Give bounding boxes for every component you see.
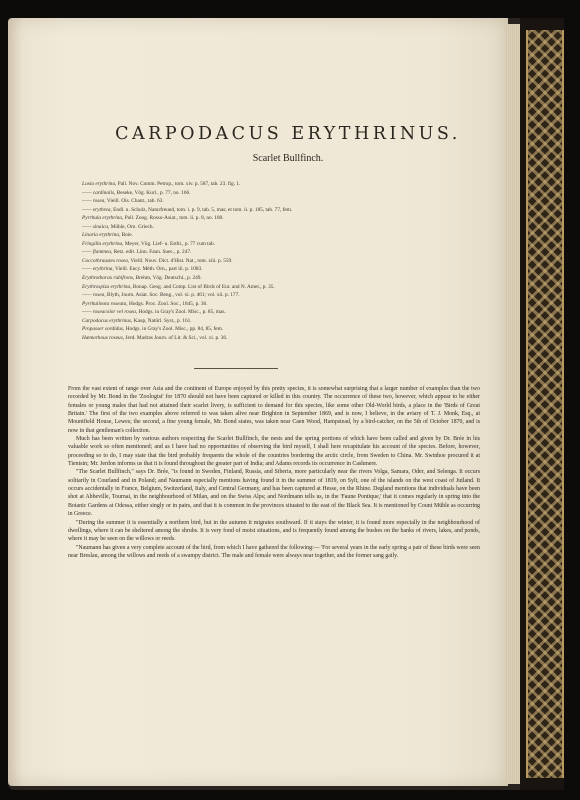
- synonym-reference: , Brehm, Vög. Deutschl., p. 249.: [132, 275, 202, 282]
- synonym-name: Loxia erythrina: [82, 181, 116, 187]
- synonym-name: Erythrospiza erythrina: [82, 283, 131, 290]
- synonym-reference: , Retz. edit. Linn. Faun. Suec., p. 247.: [111, 249, 192, 256]
- synonym-entry: [82, 265, 482, 274]
- synonym-entry: [82, 189, 482, 198]
- synonym-name: Carpodacus erythrinus: [82, 317, 131, 324]
- synonym-name: —— cardinalis: [82, 189, 115, 196]
- synonym-reference: , Pall. Zoog. Rosso-Asiat., tom. ii. p. 8, no. 180.: [122, 215, 224, 222]
- synonym-name: —— roseacolor vel rosea: [82, 309, 136, 316]
- synonym-reference: , Bonap. Geog. and Comp. List of Birds of Eur. and N. Amer., p. 35.: [130, 283, 275, 290]
- synonym-name: Coccothraustes rosea: [82, 257, 128, 264]
- synonym-name: Propasser sordidus: [82, 326, 123, 333]
- synonym-entry: [82, 300, 482, 309]
- synonym-reference: , Pall. Nov. Comm. Petrop., tom. xiv. p. 587, tab. 23. fig. 1.: [115, 181, 241, 187]
- body-paragraph: "Naumann has given a very complete account of the bird, from which I have gathered the following:— 'For several years in the early spring a pair of these birds were seen near Breslau, among the willows and reeds of a swampy district. The male and female were always near together, and the former sang gaily.: [68, 544, 480, 559]
- synonym-name: —— rosea: [82, 292, 105, 299]
- synonym-entry: [82, 197, 482, 206]
- synonym-reference: , Kaup, Natürl. Syst., p. 161.: [131, 317, 192, 324]
- book: [8, 18, 564, 790]
- body-text: [68, 385, 480, 560]
- synonym-reference: , Vieill. Ency. Méth. Orn., part iii. p. 1083.: [112, 266, 203, 273]
- book-spine: [520, 18, 564, 790]
- synonym-name: Hæmorhous roseus: [82, 334, 123, 341]
- synonym-reference: , Endl. u. Scholz, Naturfreund, tom. i. p. 9, tab. 5, mas; et tom. ii. p. 185, tab. 77, fem.: [110, 206, 293, 213]
- body-paragraph: Much has been written by various authors respecting the Scarlet Bullfinch, the nests and the spring portions of which have been called and given by Dr. Brée in his valuable work so often mentioned; and as I have had no opportunities of observing the bird myself, I shall here recapitulate his account of the species. Before, however, proceeding so to do, I may state that the bird probably frequents the whole of the countries bordering the arctic circle, from Sweden to China. Mr. Swinhoe procured it at Tientsin; Mr. Jerdon informs us that it is found throughout the greater part of India; and Adams records its occurrence in Cashmere.: [68, 436, 480, 468]
- synonym-name: Pyrrhula erythrina: [82, 215, 123, 222]
- page-edges: [506, 24, 520, 784]
- synonym-reference: , Meyer, Vög. Lief- u. Esthl., p. 77 cum tab.: [122, 240, 215, 247]
- synonym-reference: , Beseke, Vög. Kurl., p. 77, no. 166.: [114, 189, 191, 196]
- synonym-entry: [82, 223, 482, 232]
- synonym-name: —— erythrea: [82, 206, 111, 213]
- synonym-name: Erythrothorax rubifrons: [82, 275, 133, 282]
- synonymy-list: [82, 180, 482, 342]
- body-paragraph: "The Scarlet Bullfinch," says Dr. Brée, "is found in Sweden, Finland, Russia, and Siberia, more particularly near the rivers Volga, Samara, Oder, and Selenga. It occurs solitarily in Courland and in Poland; and Naumann especially mentions having found it in the summer of 1819, on Sylt, one of the islands on the west coast of Jutland. It occurs accidentally in France, Belgium, Switzerland, Italy, and Central Germany, and has been captured at Hesse, on the Rhine. Degland mentions that individuals have been shot at Abbeville, Tournai, in the neighbourhood of Milan, and on the Swiss Alps; and Nordmann tells us, in the 'Faune Pontique,' that it comes regularly in spring into the Botanic Gardens at Odessa, either singly or in pairs, and that it is common in the provinces situated to the east of the Black Sea. It is mentioned by Count Mühle as occurring in Greece.: [68, 469, 480, 518]
- synonym-entry: [82, 334, 482, 343]
- synonym-name: —— rosea: [82, 198, 105, 205]
- synonym-entry: [82, 180, 482, 189]
- synonym-entry: [82, 283, 482, 292]
- synonym-entry: [82, 214, 482, 223]
- synonym-entry: [82, 274, 482, 283]
- synonym-entry: [82, 231, 482, 240]
- synonym-reference: , Vieill. Nouv. Dict. d'Hist. Nat., tom. xiii. p. 559.: [127, 257, 233, 264]
- synonym-entry: [82, 317, 482, 326]
- body-paragraph: From the vast extent of range over Asia and the continent of Europe enjoyed by this pretty species, it is somewhat surprising that a larger number of examples than the two recorded by Mr. Bond in the 'Zoologist' for 1870 should not have been captured or killed in this country. The occurrence of these two, however, which appear to be either females or young males that had not attained their scarlet livery, is sufficient to demand for this species, like some other Old-World birds, a place in the 'Birds of Great Britain.' The first of the two examples above referred to was taken alive near Brighton in September 1869, and is now, I believe, in the aviary of T. J. Monk, Esq., at Mountfield House, Lewes; the second, a fine young female, Mr. Bond states, was taken near Caen Wood, Hampstead, by a bird-catcher, on the 5th of October 1870, and is now in that gentleman's collection.: [68, 386, 480, 434]
- synonym-reference: , Hodgs. Proc. Zool. Soc., 1845, p. 36.: [126, 300, 208, 307]
- synonym-reference: , Mühle, Orn. Griech.: [108, 223, 154, 230]
- synonym-reference: , Blyth, Journ. Asiat. Soc. Beng., vol. xi. p. 461; vol. xii. p. 177.: [104, 292, 240, 299]
- synonym-entry: [82, 325, 482, 334]
- synonym-entry: [82, 308, 482, 317]
- synonym-name: Fringilla erythrina: [82, 240, 123, 247]
- synonym-entry: [82, 240, 482, 249]
- synonym-reference: , Vieill. Ois. Chant., tab. 63.: [104, 198, 164, 205]
- synonym-reference: , Boie.: [118, 232, 133, 239]
- synonym-name: —— flammea: [82, 249, 111, 256]
- synonym-entry: [82, 291, 482, 300]
- spine-ornament: [526, 30, 564, 778]
- synonym-reference: , Jerd. Madras Journ. of Lit. & Sci., vol. xi. p. 36.: [122, 334, 228, 341]
- page-subtitle: Scarlet Bullfinch.: [252, 153, 324, 164]
- synonym-name: Pyrrhulinota roseata: [82, 300, 127, 307]
- synonym-entry: [82, 206, 482, 215]
- synonym-name: —— erythrina: [82, 266, 113, 273]
- section-divider: [194, 368, 278, 369]
- synonym-entry: [82, 257, 482, 266]
- page-title: CARPODACUS ERYTHRINUS.: [115, 124, 461, 144]
- synonym-reference: , Hodgs. in Gray's Zool. Misc., p. 85, mas.: [135, 309, 226, 316]
- body-paragraph: "During the summer it is essentially a northern bird, but in the autumn it migrates southward. If it stays the winter, it is found more especially in the neighbourhood of dwellings, where it can be sheltered among the shrubs. It is very fond of moist situations, and is frequently found among the bushes on the banks of rivers, lakes, and ponds, where it may be seen on the willows or reeds.: [68, 519, 480, 543]
- synonym-name: —— sinaica: [82, 223, 109, 230]
- synonym-name: Linaria erythrina: [82, 232, 119, 239]
- synonym-entry: [82, 248, 482, 257]
- synonym-reference: , Hodgs. in Gray's Zool. Misc., pp. 84, 85, fem.: [122, 326, 224, 333]
